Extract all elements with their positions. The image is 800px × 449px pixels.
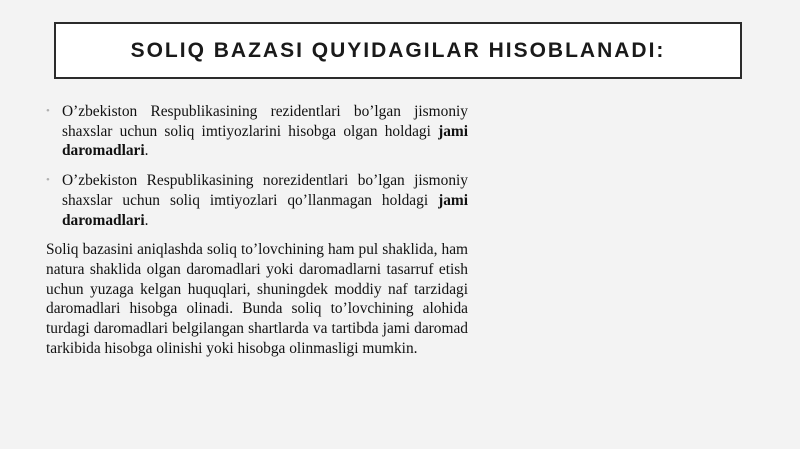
slide-content bbox=[46, 102, 468, 358]
bullet-text-end: . bbox=[144, 211, 149, 229]
bullet-item-nonresidents bbox=[46, 171, 468, 230]
bullet-text: O’zbekiston Respublikasining rezidentlari bo’lgan jismoniy shaxslar uchun soliq imtiyozlarini hisobga olgan holdagi bbox=[62, 103, 468, 140]
bullet-bold-text: jami daromadlari bbox=[62, 191, 468, 229]
bullet-icon: • bbox=[46, 105, 50, 117]
bullet-bold-text: jami daromadlari bbox=[62, 122, 468, 160]
body-paragraph: Soliq bazasini aniqlashda soliq to’lovchining ham pul shaklida, ham natura shaklida olgan daromadlari yoki daromadlarni tasarruf etish uchun yuzaga kelgan huquqlari, shuningdek moddiy naf tarzidagi daromadlari hisobga olinadi. Bunda soliq to’lovchining alohida turdagi daromadlari belgilangan shartlarda va tartibda jami daromad tarkibida hisobga olinishi yoki hisobga olinmasligi mumkin. bbox=[46, 241, 468, 357]
bullet-text-end: . bbox=[144, 142, 149, 160]
bullet-text: O’zbekiston Respublikasining norezidentlari bo’lgan jismoniy shaxslar uchun soliq imtiyozlari qo’llanmagan holdagi bbox=[62, 172, 468, 209]
bullet-icon: • bbox=[46, 174, 50, 187]
bullet-item-residents bbox=[46, 102, 468, 161]
slide-title: SOLIQ BAZASI QUYIDAGILAR HISOBLANADI: bbox=[130, 38, 666, 62]
title-box bbox=[54, 22, 742, 79]
